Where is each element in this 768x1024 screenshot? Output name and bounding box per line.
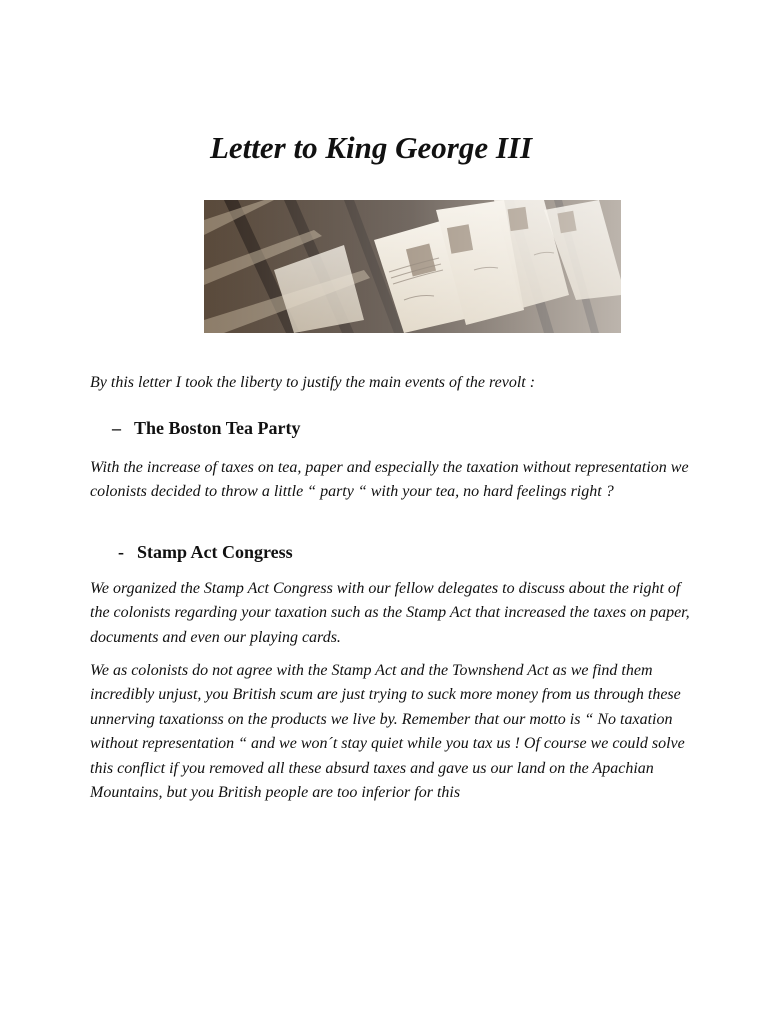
section-heading-boston-tea-party: [112, 415, 301, 441]
letters-photo-illustration: [204, 200, 621, 333]
colonists-grievance-paragraph: We as colonists do not agree with the Stamp Act and the Townshend Act as we find them incredibly unjust, you British scum are just trying to suck more money from us through these unnerving taxationss on the products we live by. Remember that our motto is “ No taxation without representation “ and we won´t stay quiet while you tax us ! Of course we could solve this conflict if you removed all these absurd taxes and gave us our land on the Apachian Mountains, but you British people are too inferior for this: [90, 662, 685, 802]
bullet-dash: –: [112, 418, 121, 438]
heading-text: The Boston Tea Party: [134, 418, 301, 438]
heading-text: Stamp Act Congress: [137, 542, 293, 562]
bullet-dash: -: [118, 542, 124, 562]
document-title: Letter to King George III: [209, 130, 533, 165]
letters-banner-image: [204, 200, 621, 333]
intro-paragraph: By this letter I took the liberty to justify the main events of the revolt :: [90, 374, 536, 391]
boston-tea-party-paragraph: With the increase of taxes on tea, paper and especially the taxation without representation we colonists decided to throw a little “ party “ with your tea, no hard feelings right ?: [90, 459, 689, 501]
section-heading-stamp-act-congress: [118, 539, 293, 565]
stamp-act-congress-paragraph: We organized the Stamp Act Congress with our fellow delegates to discuss about the right of the colonists regarding your taxation such as the Stamp Act that increased the taxes on paper, documents and even our playing cards.: [90, 580, 690, 646]
